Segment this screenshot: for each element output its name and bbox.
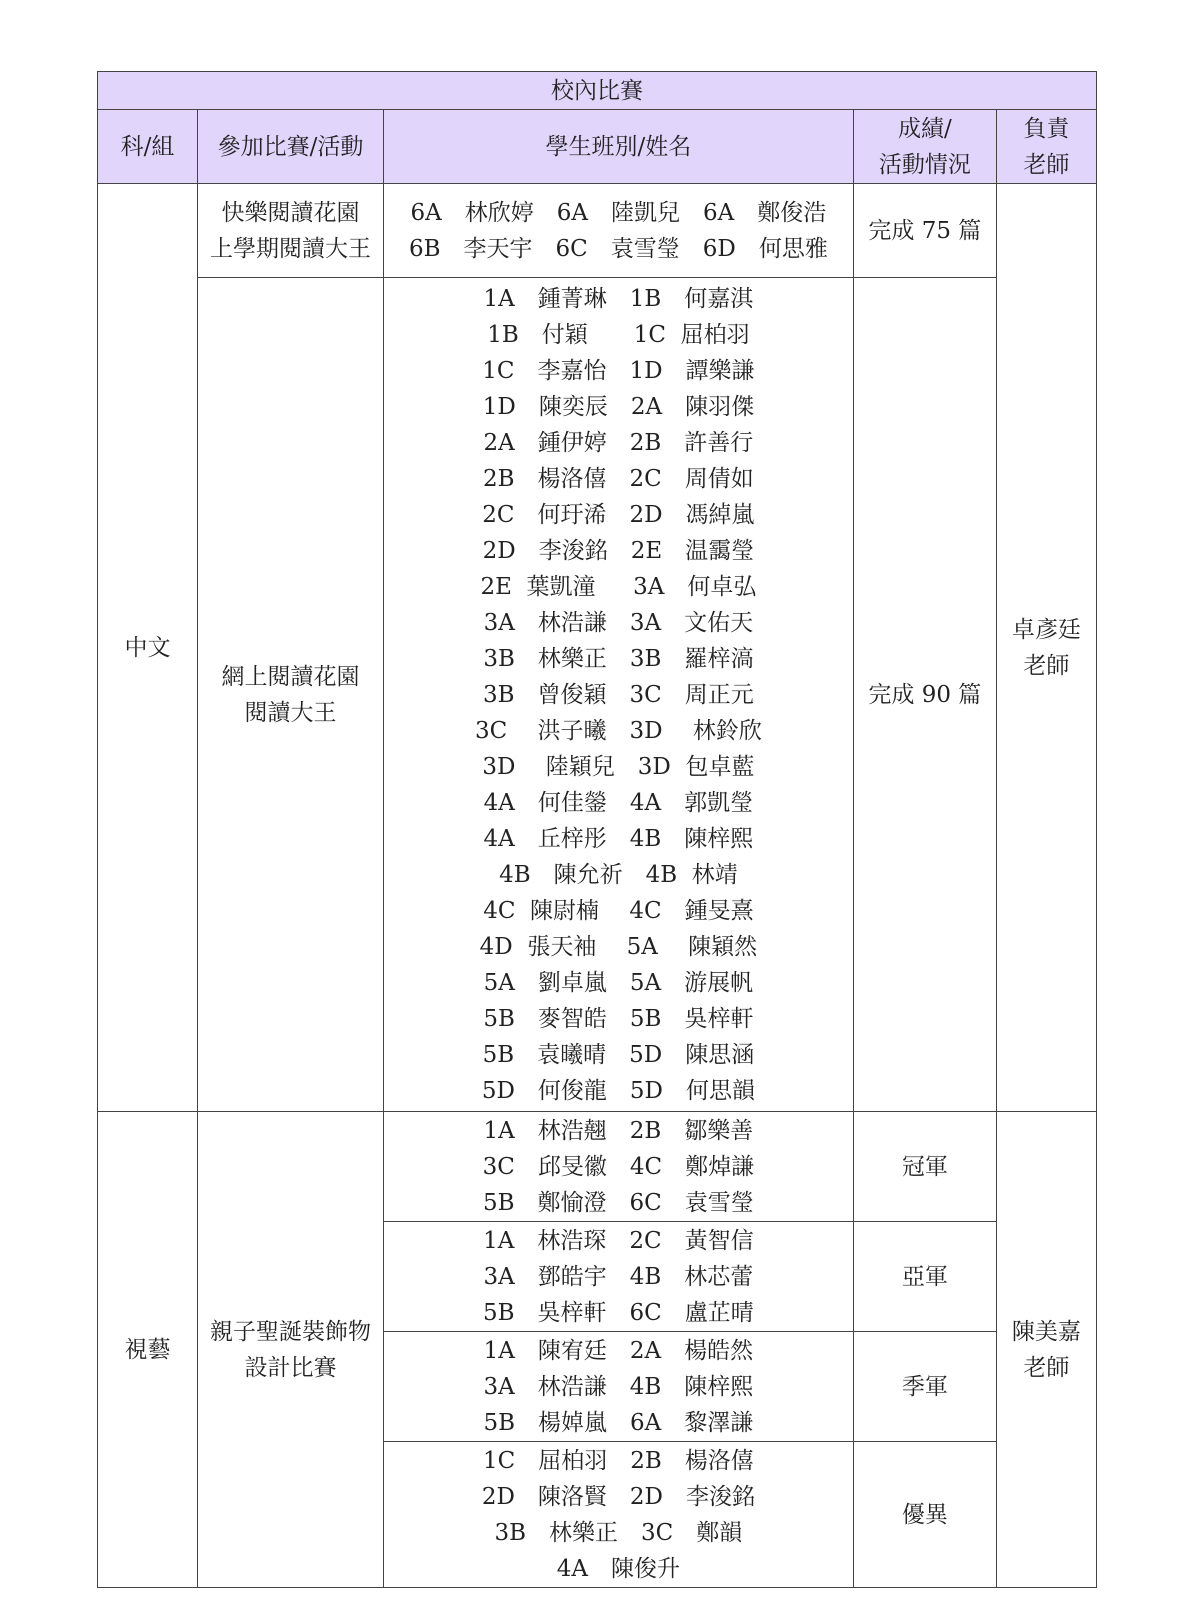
- students-second-runner-up: [383, 1332, 853, 1442]
- student-line: 1B 付穎 1C 屈柏羽: [487, 321, 750, 348]
- student-line: 2D 陳洛賢 2D 李浚銘: [481, 1483, 755, 1510]
- header-teacher: [996, 110, 1096, 184]
- competition-table: [97, 71, 1097, 1588]
- header-subject: 科/組: [98, 110, 198, 184]
- activity-line: 閱讀大王: [244, 699, 337, 726]
- student-line: 3B 林樂正 3B 羅梓滈: [483, 645, 754, 672]
- student-line: 3C 邱旻徽 4C 鄭焯謙: [482, 1153, 755, 1180]
- students-online-reading: [383, 278, 853, 1112]
- student-line: 4C 陳尉楠 4C 鍾旻熹: [483, 897, 754, 924]
- header-teacher-line2: 老師: [1023, 151, 1070, 178]
- table-row: [98, 1112, 1097, 1222]
- student-line: 1A 林浩琛 2C 黃智信: [483, 1227, 754, 1254]
- student-line: 6B 李天宇 6C 袁雪瑩 6D 何思雅: [408, 235, 828, 262]
- table-header-row: [98, 110, 1097, 184]
- table-title-row: [98, 72, 1097, 110]
- result-champion: 冠軍: [853, 1112, 996, 1222]
- student-line: 5A 劉卓嵐 5A 游展帆: [483, 969, 754, 996]
- student-line: 2E 葉凱潼 3A 何卓弘: [480, 573, 757, 600]
- activity-line: 上學期閱讀大王: [210, 235, 372, 262]
- students-happy-reading: [383, 184, 853, 278]
- student-line: 2A 鍾伊婷 2B 許善行: [483, 429, 754, 456]
- student-line: 3A 鄧皓宇 4B 林芯蕾: [483, 1263, 754, 1290]
- teacher-name: 卓彥廷: [1011, 616, 1081, 643]
- student-line: 2C 何玗浠 2D 馮綽嵐: [482, 501, 755, 528]
- student-line: 2D 李浚銘 2E 温靄瑩: [482, 537, 755, 564]
- result-second-runner-up: 季軍: [853, 1332, 996, 1442]
- result-first-runner-up: 亞軍: [853, 1222, 996, 1332]
- subject-chinese: 中文: [98, 184, 198, 1112]
- table-row: [98, 278, 1097, 1112]
- table-row: [98, 184, 1097, 278]
- student-line: 3A 林浩謙 4B 陳梓熙: [483, 1373, 754, 1400]
- student-line: 6A 林欣婷 6A 陸凱兒 6A 鄭俊浩: [410, 199, 827, 226]
- students-merit: [383, 1442, 853, 1588]
- student-line: 5B 鄭愉澄 6C 袁雪瑩: [483, 1189, 754, 1216]
- student-line: 1D 陳奕辰 2A 陳羽傑: [482, 393, 755, 420]
- student-line: 3D 陸穎兒 3D 包卓藍: [482, 753, 755, 780]
- student-line: 5B 袁曦晴 5D 陳思涵: [482, 1041, 755, 1068]
- student-line: 5B 吳梓軒 6C 盧芷晴: [483, 1299, 754, 1326]
- activity-line: 快樂閱讀花園: [221, 199, 360, 226]
- student-line: 3A 林浩謙 3A 文佑天: [483, 609, 754, 636]
- header-activity: 參加比賽/活動: [198, 110, 384, 184]
- activity-christmas-decoration: [198, 1112, 384, 1588]
- student-line: 3B 曾俊穎 3C 周正元: [483, 681, 754, 708]
- student-line: 2B 楊洛僖 2C 周倩如: [483, 465, 754, 492]
- student-line: 3C 洪子曦 3D 林鈴欣: [474, 717, 762, 744]
- header-result: [853, 110, 996, 184]
- activity-happy-reading: [198, 184, 384, 278]
- student-line: 3B 林樂正 3C 鄭韻: [494, 1519, 743, 1546]
- activity-line: 設計比賽: [244, 1354, 337, 1381]
- subject-visual-arts: 視藝: [98, 1112, 198, 1588]
- teacher-title: 老師: [1023, 652, 1070, 679]
- students-champion: [383, 1112, 853, 1222]
- result-online-reading: 完成 90 篇: [853, 278, 996, 1112]
- teacher-title: 老師: [1023, 1354, 1070, 1381]
- result-happy-reading: 完成 75 篇: [853, 184, 996, 278]
- student-line: 4A 丘梓彤 4B 陳梓熙: [483, 825, 754, 852]
- student-line: 5D 何俊龍 5D 何思韻: [481, 1077, 755, 1104]
- student-line: 4A 陳俊升: [556, 1555, 681, 1582]
- header-students: 學生班別/姓名: [383, 110, 853, 184]
- student-line: 1C 屈柏羽 2B 楊洛僖: [483, 1447, 754, 1474]
- student-line: 4D 張天袖 5A 陳穎然: [479, 933, 758, 960]
- students-first-runner-up: [383, 1222, 853, 1332]
- student-line: 1A 林浩翹 2B 鄒樂善: [483, 1117, 754, 1144]
- student-line: 1C 李嘉怡 1D 譚樂謙: [482, 357, 755, 384]
- activity-online-reading: [198, 278, 384, 1112]
- student-line: 5B 楊婥嵐 6A 黎澤謙: [483, 1409, 754, 1436]
- student-line: 5B 麥智皓 5B 吳梓軒: [483, 1005, 754, 1032]
- result-merit: 優異: [853, 1442, 996, 1588]
- student-line: 4B 陳允祈 4B 林靖: [499, 861, 738, 888]
- student-line: 1A 陳宥廷 2A 楊皓然: [483, 1337, 754, 1364]
- student-line: 1A 鍾菁琳 1B 何嘉淇: [483, 285, 754, 312]
- table-title: 校內比賽: [98, 72, 1097, 110]
- activity-line: 網上閱讀花園: [221, 663, 360, 690]
- header-result-line2: 活動情況: [878, 151, 971, 178]
- header-result-line1: 成績/: [897, 115, 952, 142]
- student-line: 4A 何佳鎣 4A 郭凱瑩: [483, 789, 754, 816]
- teacher-chinese: [996, 184, 1096, 1112]
- teacher-name: 陳美嘉: [1011, 1318, 1081, 1345]
- header-teacher-line1: 負責: [1023, 115, 1070, 142]
- teacher-visual-arts: [996, 1112, 1096, 1588]
- activity-line: 親子聖誕裝飾物: [210, 1318, 372, 1345]
